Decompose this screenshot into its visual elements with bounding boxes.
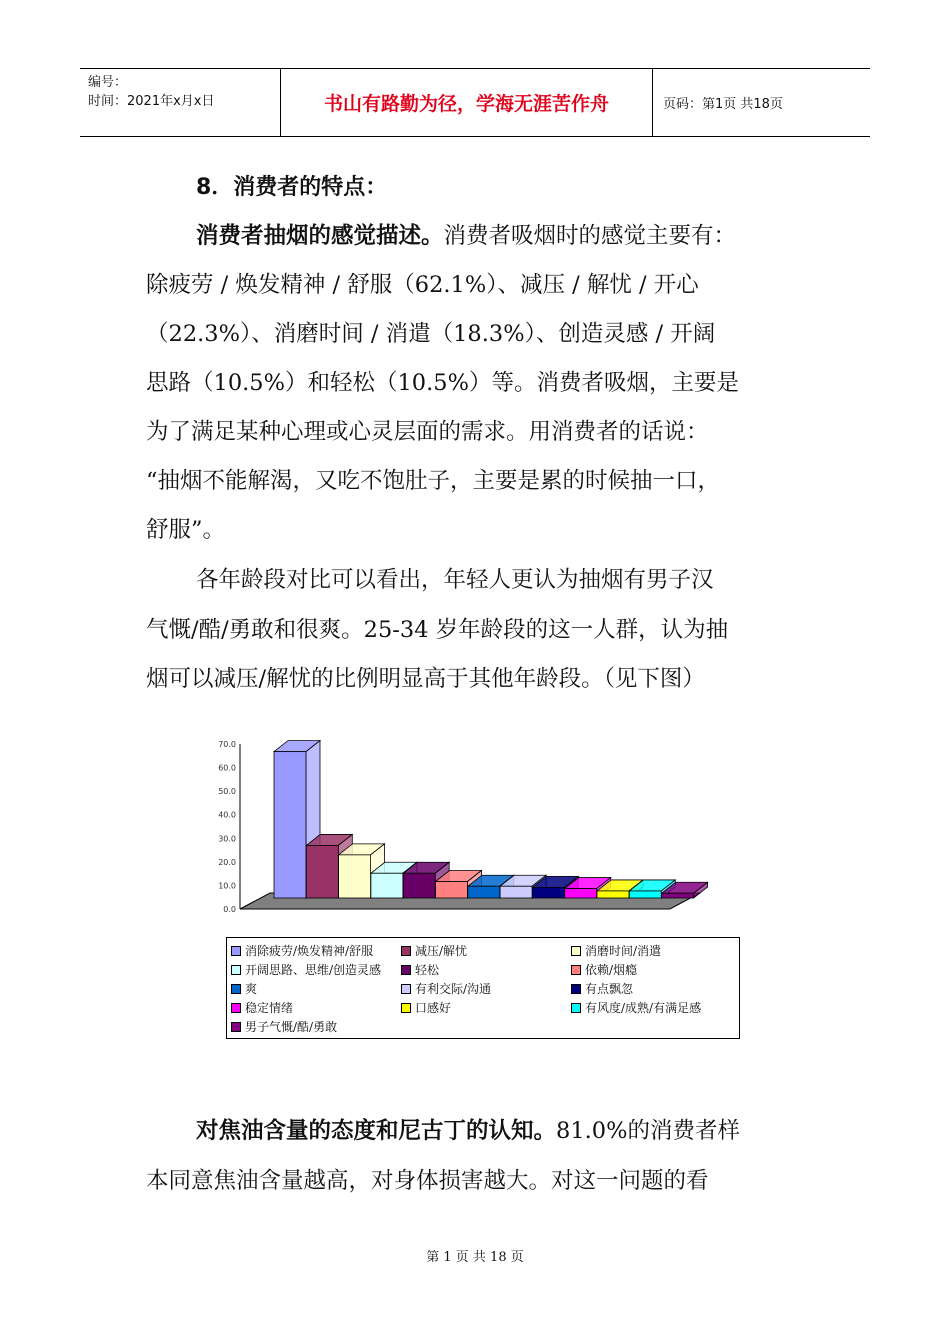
y-tick-label: 70.0 [218,740,236,749]
legend-label: 男子气慨/酷/勇敢 [245,1020,338,1034]
paragraph-3-lead: 对焦油含量的态度和尼古丁的认知。 [196,1118,557,1144]
legend-swatch [231,1022,241,1032]
legend-label: 依赖/烟瘾 [585,963,638,977]
paragraph-2-line-3: 烟可以减压/解忧的比例明显高于其他年龄段。（见下图） [146,666,705,692]
paragraph-3-line-1 [196,1107,740,1155]
y-tick-label: 20.0 [218,857,236,867]
legend-swatch [571,965,581,975]
legend-swatch [571,984,581,994]
legend-item [571,979,743,998]
legend-item [571,960,743,979]
legend-swatch [401,946,411,956]
number-label: 编号： [88,75,128,90]
paragraph-2-line-1: 各年龄段对比可以看出，年轻人更认为抽烟有男子汉 [196,567,714,593]
paragraph-1-line-3: （22.3%）、消磨时间 / 消遣（18.3%）、创造灵感 / 开阔 [146,321,716,347]
legend-item [401,998,571,1017]
paragraph-3-line-2: 本同意焦油含量越高，对身体损害越大。对这一问题的看 [146,1168,709,1194]
legend-swatch [231,984,241,994]
legend-label: 减压/解忧 [415,944,468,958]
legend-label: 稳定情绪 [245,1001,294,1015]
time-label: 时间：2021年x月x日 [88,94,215,109]
bar [306,845,338,898]
bar [500,886,532,898]
legend-swatch [571,1003,581,1013]
legend-item [401,960,571,979]
legend-item [401,979,571,998]
y-tick-label: 10.0 [218,881,236,891]
bar [629,891,661,898]
legend-item [571,941,743,960]
y-tick-label: 60.0 [218,763,236,773]
legend-item [231,979,401,998]
paragraph-1-line-7: 舒服”。 [146,517,226,543]
legend-item [401,941,571,960]
legend-swatch [401,965,411,975]
page-header [80,68,870,137]
legend-label: 开阔思路、思维/创造灵感 [245,963,382,977]
legend-label: 有利交际/沟通 [415,982,492,996]
bar [565,889,597,898]
legend-swatch [401,984,411,994]
bar [274,752,306,898]
page-footer: 第 1 页 共 18 页 [426,1250,524,1265]
legend-swatch [231,965,241,975]
y-tick-label: 40.0 [218,810,236,820]
legend-item [231,998,401,1017]
legend-item [231,941,401,960]
header-meta [80,69,281,136]
y-tick-label: 0.0 [223,905,236,914]
bar [468,886,500,898]
header-motto: 书山有路勤为径，学海无涯苦作舟 [281,69,653,136]
y-tick-label: 30.0 [218,834,236,844]
legend-swatch [571,946,581,956]
paragraph-2-line-2: 气慨/酷/勇敢和很爽。25-34 岁年龄段的这一人群，认为抽 [146,617,729,643]
bar [403,873,435,898]
paragraph-1-lead: 消费者抽烟的感觉描述。 [196,223,444,249]
legend-swatch [401,1003,411,1013]
bar [339,855,371,898]
bar [371,873,403,898]
section-heading: 8．消费者的特点： [196,175,388,200]
paragraph-1-line-4: 思路（10.5%）和轻松（10.5%）等。消费者吸烟，主要是 [146,370,739,396]
y-tick-label: 50.0 [218,787,236,797]
legend-label: 消磨时间/消遣 [585,944,662,958]
legend-item [571,998,743,1017]
legend-swatch [231,946,241,956]
legend-label: 有点飘忽 [585,982,634,996]
paragraph-1-line-5: 为了满足某种心理或心灵层面的需求。用消费者的话说： [146,419,709,445]
legend-swatch [231,1003,241,1013]
paragraph-1-line-2: 除疲劳 / 焕发精神 / 舒服（62.1%）、减压 / 解忧 / 开心 [146,272,699,298]
legend-label: 爽 [245,982,258,996]
legend-item [231,960,401,979]
bar [597,891,629,898]
header-page-info: 页码：第1页 共18页 [663,97,783,112]
bar [532,887,564,898]
legend-label: 口感好 [415,1001,452,1015]
paragraph-1-line-1 [196,212,736,260]
legend-item [231,1017,401,1036]
bar [662,893,694,898]
paragraph-3-text: 81.0%的消费者样 [556,1118,740,1144]
bar [436,882,468,899]
legend-label: 轻松 [415,963,440,977]
chart-legend [226,937,740,1039]
paragraph-1-text: 消费者吸烟时的感觉主要有： [443,223,737,249]
legend-label: 消除疲劳/焕发精神/舒服 [245,944,374,958]
paragraph-1-line-6: “抽烟不能解渴，又吃不饱肚子，主要是累的时候抽一口， [146,468,721,494]
legend-label: 有风度/成熟/有满足感 [585,1001,702,1015]
